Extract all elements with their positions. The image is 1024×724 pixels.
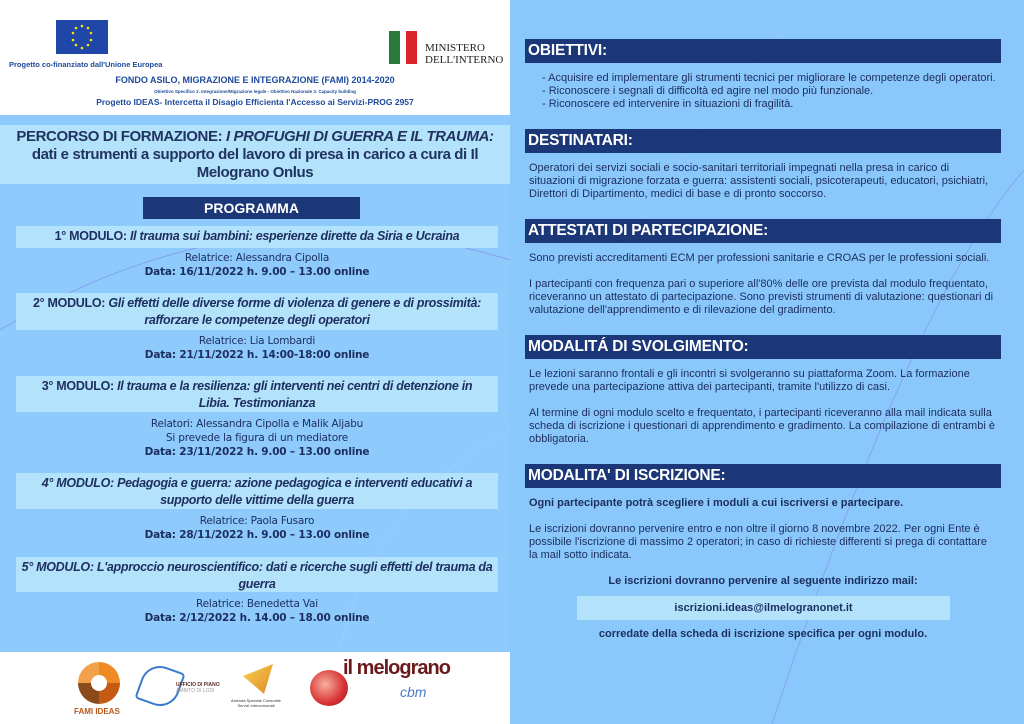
svolgimento-text bbox=[525, 368, 997, 446]
module-speaker: Relatrice: Lia Lombardi bbox=[198, 335, 316, 347]
iscrizione-section bbox=[525, 464, 1001, 641]
ministry-logo bbox=[389, 31, 417, 64]
fami-ideas-logo bbox=[78, 662, 120, 704]
module-label: 3° MODULO: bbox=[41, 379, 114, 393]
destinatari-heading: DESTINATARI: bbox=[525, 129, 1001, 153]
attestati-heading: ATTESTATI DI PARTECIPAZIONE: bbox=[525, 219, 1001, 243]
course-title bbox=[0, 125, 510, 184]
iscrizione-text bbox=[525, 497, 997, 588]
svolgimento-section bbox=[525, 335, 1001, 446]
module-date: Data: 16/11/2022 h. 9.00 – 13.00 online bbox=[144, 266, 370, 278]
title-prefix: PERCORSO DI FORMAZIONE: bbox=[16, 128, 226, 145]
obiettivi-section bbox=[525, 39, 1001, 111]
cbm-logo: cbm bbox=[400, 684, 427, 700]
ufficio-line: AMBITO DI LODI bbox=[176, 688, 215, 694]
obiettivo-item: - Acquisire ed implementare gli strumenti tecnici per migliorare le competenze degli operatori. bbox=[542, 72, 997, 85]
module-5-details bbox=[16, 597, 498, 625]
obiettivi-list bbox=[525, 72, 997, 111]
module-title: Gli effetti delle diverse forme di violenza di genere e di prossimità: rafforzare le competenze degli operatori bbox=[108, 296, 481, 327]
module-title: L'approccio neuroscientifico: dati e ricerche sugli effetti del trauma da guerra bbox=[96, 560, 493, 591]
iscrizione-heading: MODALITA' DI ISCRIZIONE: bbox=[525, 464, 1001, 488]
azienda-consortile-logo bbox=[243, 664, 273, 694]
module-3-details bbox=[16, 417, 498, 459]
module-2-details bbox=[16, 334, 498, 362]
header bbox=[0, 0, 510, 115]
title-rest: dati e strumenti a supporto del lavoro di presa in carico a cura di Il Melograno Onlus bbox=[31, 146, 479, 181]
il-melograno-logo: il melograno bbox=[343, 657, 450, 679]
ufficio-di-piano-text bbox=[176, 682, 220, 694]
info-column bbox=[525, 39, 1001, 641]
attestati-section bbox=[525, 219, 1001, 317]
fund-title: FONDO ASILO, MIGRAZIONE E INTEGRAZIONE (FAMI) 2014-2020 bbox=[115, 75, 395, 85]
module-label: 4° MODULO: bbox=[41, 476, 114, 490]
ufficio-line: UFFICIO DI PIANO bbox=[176, 682, 220, 688]
eu-caption: Progetto co-finanziato dall'Unione Europea bbox=[9, 60, 163, 69]
project-title: Progetto IDEAS- Intercetta il Disagio Efficienta l'Accesso ai Servizi-PROG 2957 bbox=[96, 97, 414, 107]
module-date: Data: 21/11/2022 h. 14:00-18:00 online bbox=[144, 349, 370, 361]
destinatari-paragraph: Operatori dei servizi sociali e socio-sanitari territoriali impegnati nella presa in carico di situazioni di migrazione forzata e guerra: assistenti sociali, psicoterapeuti, educatori, psichiatri, Direttori di Dipartimento, medici di base e di pronto soccorso. bbox=[529, 162, 989, 200]
destinatari-section bbox=[525, 129, 1001, 201]
iscrizione-email-intro: Le iscrizioni dovranno pervenire al seguente indirizzo mail: bbox=[608, 575, 918, 587]
ministry-line: DELL'INTERNO bbox=[425, 54, 504, 66]
module-date: Data: 28/11/2022 h. 9.00 – 13.00 online bbox=[144, 529, 370, 541]
module-label: 1° MODULO: bbox=[54, 229, 127, 243]
module-title: Pedagogia e guerra: azione pedagogica e interventi educativi a supporto delle vittime della guerra bbox=[117, 476, 473, 507]
fami-ideas-text: FAMI IDEAS bbox=[74, 707, 120, 716]
obiettivi-heading: OBIETTIVI: bbox=[525, 39, 1001, 63]
ministry-name bbox=[425, 42, 503, 66]
iscrizione-intro: Ogni partecipante potrà scegliere i moduli a cui iscriversi e partecipare. bbox=[529, 497, 904, 509]
svolgimento-heading: MODALITÁ DI SVOLGIMENTO: bbox=[525, 335, 1001, 359]
eu-flag-logo bbox=[56, 20, 108, 54]
iscrizione-paragraph: Le iscrizioni dovranno pervenire entro e non oltre il giorno 8 novembre 2022. Per ogni Ente è possibile l'iscrizione di massimo 2 operatori; in caso di richieste differenti si prega di contattare la mail sotto indicata. bbox=[529, 523, 988, 561]
obiettivo-item: - Riconoscere i segnali di difficoltà ed agire nel modo più funzionale. bbox=[542, 85, 997, 98]
module-speaker: Relatrice: Benedetta Vai bbox=[196, 598, 318, 610]
module-4-title bbox=[16, 473, 498, 509]
module-3-title bbox=[16, 376, 498, 412]
module-4-details bbox=[16, 514, 498, 542]
objective-line: Obiettivo Specifico 2. Integrazione/Migrazione legale - Obiettivo Nazionale 3. Capacity building bbox=[154, 89, 356, 94]
module-speaker: Relatrice: Alessandra Cipolla bbox=[184, 252, 330, 264]
module-label: 5° MODULO: bbox=[21, 560, 94, 574]
module-note: Si prevede la figura di un mediatore bbox=[165, 432, 349, 444]
registration-email-link[interactable]: iscrizioni.ideas@ilmelogranonet.it bbox=[577, 596, 950, 620]
programma-heading: PROGRAMMA bbox=[143, 197, 360, 219]
attestati-paragraph: Sono previsti accreditamenti ECM per professioni sanitarie e CROAS per le professioni sociali. bbox=[529, 252, 990, 264]
module-date: Data: 23/11/2022 h. 9.00 – 13.00 online bbox=[144, 446, 370, 458]
destinatari-text bbox=[525, 162, 997, 201]
module-speaker: Relatrice: Paola Fusaro bbox=[199, 515, 315, 527]
module-date: Data: 2/12/2022 h. 14.00 – 18.00 online bbox=[144, 612, 370, 624]
svolgimento-paragraph: Al termine di ogni modulo scelto e frequentato, i partecipanti riceveranno alla mail indicata sulla scheda di iscrizione i questionari di apprendimento e gradimento. La compilazione di entrambi è obbligatoria. bbox=[529, 407, 995, 445]
attestati-text bbox=[525, 252, 997, 317]
title-italic: I PROFUGHI DI GUERRA E IL TRAUMA: bbox=[225, 128, 494, 145]
module-5-title bbox=[16, 557, 498, 592]
iscrizione-closing: corredate della scheda di iscrizione specifica per ogni modulo. bbox=[598, 628, 928, 640]
obiettivo-item: - Riconoscere ed intervenire in situazioni di fragilità. bbox=[542, 98, 997, 111]
ministry-line: MINISTERO bbox=[425, 42, 485, 54]
module-label: 2° MODULO: bbox=[33, 296, 106, 310]
module-1-title bbox=[16, 226, 498, 248]
azienda-consortile-text: Azienda Speciale Consortile Servizi Intercomunali bbox=[230, 698, 282, 708]
attestati-paragraph: I partecipanti con frequenza pari o superiore all'80% delle ore prevista dal modulo frequentato, riceveranno un attestato di partecipazione. Sono previsti strumenti di valutazione: questionari di valutazione dell'apprendimento e di rilevazione del gradimento. bbox=[529, 278, 994, 316]
module-title: Il trauma sui bambini: esperienze dirette da Siria e Ucraina bbox=[129, 229, 460, 243]
partner-logos bbox=[0, 652, 510, 724]
module-speaker: Relatori: Alessandra Cipolla e Malik Aljabu bbox=[150, 418, 364, 430]
module-1-details bbox=[16, 251, 498, 279]
module-2-title bbox=[16, 293, 498, 330]
svolgimento-paragraph: Le lezioni saranno frontali e gli incontri si svolgeranno su piattaforma Zoom. La formazione prevede una partecipazione attiva dei partecipanti, tramite l'utilizzo di casi. bbox=[529, 368, 970, 393]
module-title: Il trauma e la resilienza: gli interventi nei centri di detenzione in Libia. Testimonianza bbox=[117, 379, 473, 410]
